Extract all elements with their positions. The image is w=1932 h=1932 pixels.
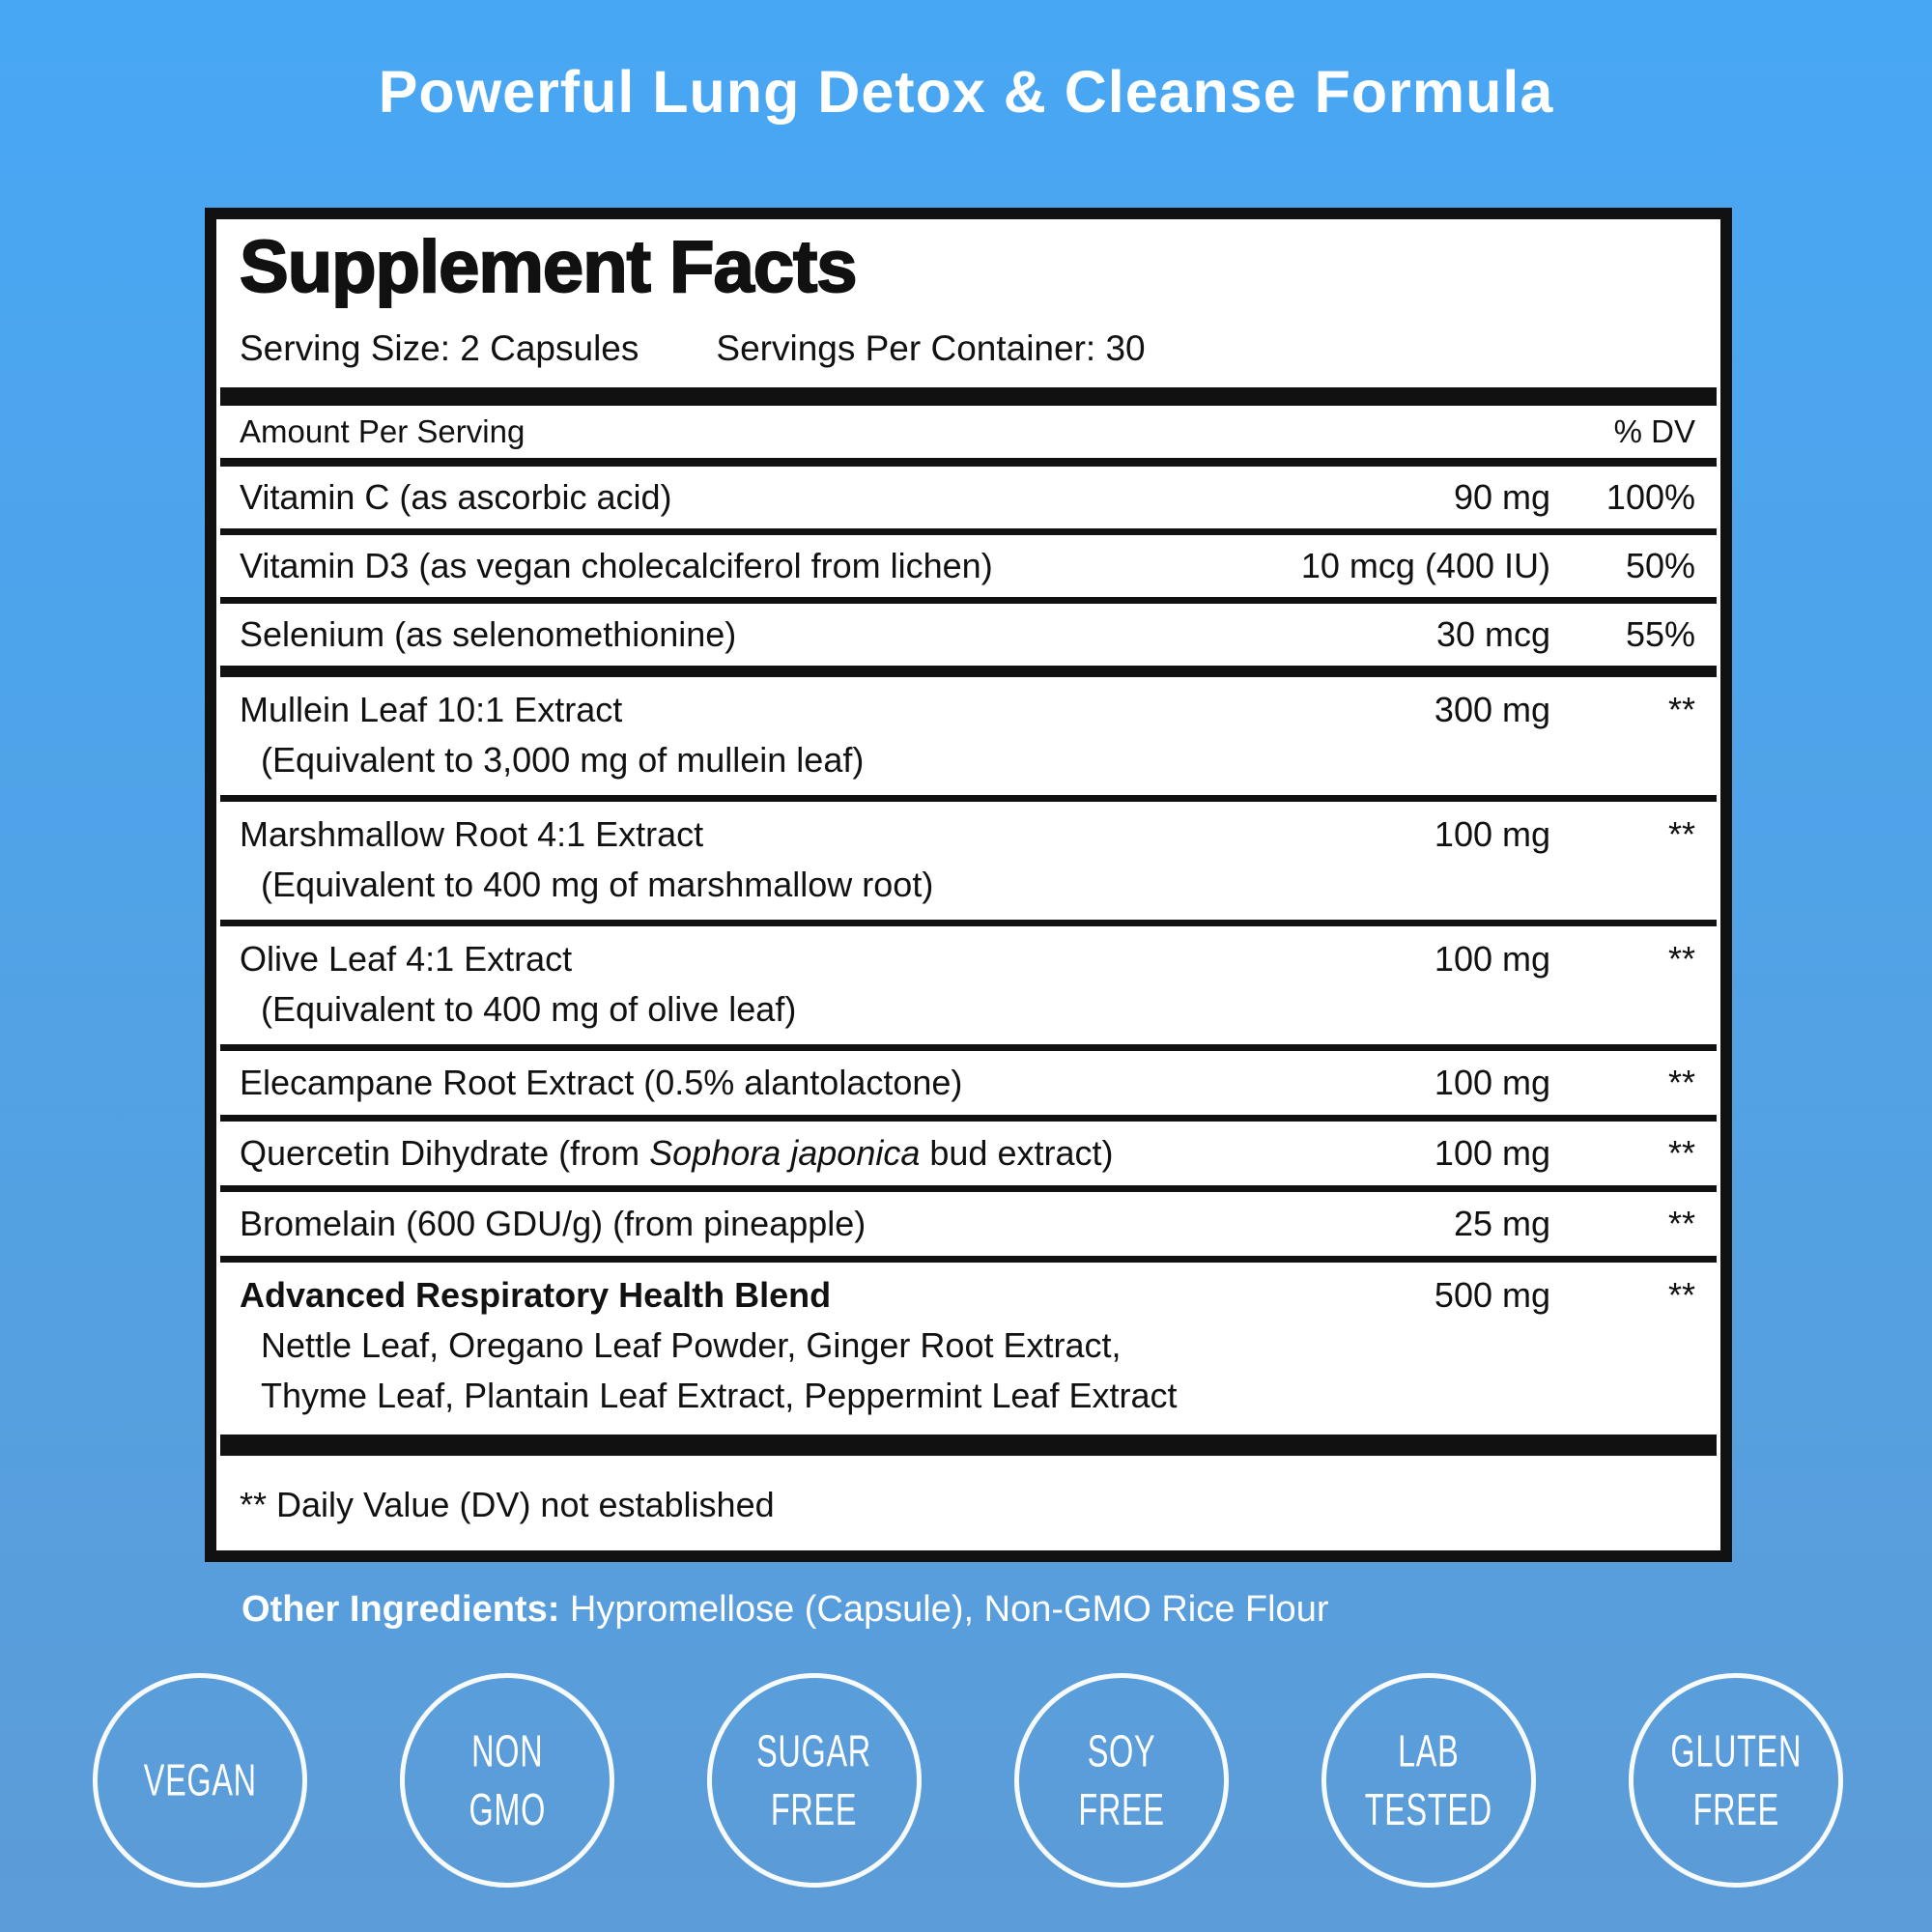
badge-label-line: FREE (1078, 1783, 1165, 1835)
fact-row-main (216, 604, 1720, 666)
fact-row-amount: 100 mg (1434, 939, 1550, 979)
badge-label-line: VEGAN (143, 1754, 257, 1806)
divider-sm (220, 528, 1717, 535)
fact-row-main (216, 1276, 1720, 1315)
badge-label (1078, 1722, 1164, 1838)
fact-row-main (216, 1051, 1720, 1115)
fact-row-dv: 50% (1625, 546, 1695, 585)
fact-row (216, 1263, 1720, 1435)
fact-name-segment: Marshmallow Root 4:1 Extract (240, 814, 704, 854)
fact-row-name (240, 815, 1203, 854)
fact-row-dv: ** (1667, 814, 1695, 854)
fact-row-name (240, 1276, 1203, 1315)
badge-label-line: SOY (1087, 1725, 1156, 1777)
divider-sm (220, 1115, 1717, 1122)
fact-row-amount: 10 mcg (400 IU) (1300, 546, 1550, 585)
fact-row (216, 802, 1720, 920)
fact-row-dv: 55% (1625, 614, 1695, 654)
other-ingredients-label: Other Ingredients: (242, 1589, 560, 1630)
fact-row-dv: ** (1667, 690, 1695, 729)
badge-vegan (93, 1673, 307, 1888)
badge-sugar-free (707, 1673, 922, 1888)
fact-row-subline: (Equivalent to 400 mg of marshmallow root) (261, 865, 934, 904)
serving-size: Serving Size: 2 Capsules (240, 328, 639, 368)
servings-per-container: Servings Per Container: 30 (716, 328, 1146, 368)
badge-label-line: FREE (1692, 1783, 1779, 1835)
badge-label (469, 1722, 546, 1838)
badge-label (1365, 1722, 1492, 1838)
fact-row (216, 1051, 1720, 1115)
fact-name-segment: bud extract) (920, 1133, 1114, 1173)
fact-name-segment: Bromelain (600 GDU/g) (from pineapple) (240, 1204, 867, 1243)
fact-row-main (216, 1122, 1720, 1185)
divider-sm (220, 920, 1717, 926)
fact-row-main (216, 467, 1720, 528)
facts-rows (216, 467, 1720, 1456)
fact-row-subline: (Equivalent to 400 mg of olive leaf) (261, 989, 797, 1029)
badge-label-line: FREE (771, 1783, 858, 1835)
badge-gluten-free (1629, 1673, 1843, 1888)
fact-name-segment: Advanced Respiratory Health Blend (240, 1275, 832, 1315)
fact-row-name (240, 547, 1203, 585)
fact-row-main (216, 535, 1720, 597)
fact-row-dv: ** (1667, 1063, 1695, 1102)
fact-row-dv: 100% (1605, 477, 1695, 517)
fact-row-name (240, 940, 1203, 979)
dv-header: % DV (1613, 413, 1695, 449)
badge-label (757, 1722, 872, 1838)
table-header-row (216, 406, 1720, 458)
badge-label (143, 1751, 256, 1809)
product-title: Powerful Lung Detox & Cleanse Formula (378, 59, 1554, 125)
fact-row-main (216, 940, 1720, 979)
fact-name-segment: Vitamin D3 (as vegan cholecalciferol from lichen) (240, 546, 993, 585)
fact-row-amount: 500 mg (1434, 1275, 1550, 1315)
divider-sm (220, 1256, 1717, 1263)
divider-header (220, 458, 1717, 467)
fact-row-main (216, 815, 1720, 854)
badge-label-line: GLUTEN (1670, 1725, 1802, 1777)
fact-row-name (240, 615, 1203, 654)
badge-lab-tested (1321, 1673, 1536, 1888)
fact-name-segment: Quercetin Dihydrate (from (240, 1133, 650, 1173)
fact-row (216, 1192, 1720, 1256)
fact-row-amount: 25 mg (1453, 1204, 1550, 1243)
fact-row-amount: 100 mg (1434, 814, 1550, 854)
fact-row-amount: 90 mg (1453, 477, 1550, 517)
fact-row (216, 467, 1720, 528)
fact-row-name (240, 478, 1203, 517)
badge-soy-free (1014, 1673, 1229, 1888)
serving-info (240, 329, 1697, 368)
divider-sm (220, 795, 1717, 802)
fact-row-main (216, 1192, 1720, 1256)
fact-row (216, 1122, 1720, 1185)
fact-row-amount: 30 mcg (1435, 614, 1550, 654)
divider-sm (220, 597, 1717, 604)
fact-name-segment: Selenium (as selenomethionine) (240, 614, 737, 654)
divider-lg (220, 666, 1717, 677)
badge-label-line: NON (470, 1725, 544, 1777)
fact-row-dv: ** (1667, 1133, 1695, 1173)
fact-row-subline: Thyme Leaf, Plantain Leaf Extract, Peppermint Leaf Extract (261, 1376, 1178, 1415)
badge-non-gmo (400, 1673, 614, 1888)
other-ingredients-value: Hypromellose (Capsule), Non-GMO Rice Flour (559, 1589, 1329, 1630)
supplement-facts-panel (205, 208, 1732, 1562)
fact-row (216, 535, 1720, 597)
facts-footnote: ** Daily Value (DV) not established (240, 1485, 775, 1524)
badge-label-line: SUGAR (756, 1725, 872, 1777)
fact-row (216, 926, 1720, 1044)
fact-name-italic-segment: Sophora japonica (649, 1133, 921, 1173)
other-ingredients (242, 1589, 1787, 1631)
fact-name-segment: Vitamin C (as ascorbic acid) (240, 477, 672, 517)
badge-label-line: TESTED (1364, 1783, 1493, 1835)
fact-row-subline: (Equivalent to 3,000 mg of mullein leaf) (261, 740, 865, 780)
divider-thick-top (220, 387, 1717, 406)
badge-label (1670, 1722, 1802, 1838)
fact-row-subline: Nettle Leaf, Oregano Leaf Powder, Ginger Root Extract, (261, 1325, 1122, 1365)
fact-row-main (216, 691, 1720, 729)
fact-row-dv: ** (1667, 1204, 1695, 1243)
divider-sm (220, 1044, 1717, 1051)
fact-row-amount: 100 mg (1434, 1133, 1550, 1173)
fact-row (216, 677, 1720, 795)
fact-row-amount: 300 mg (1434, 690, 1550, 729)
badge-label-line: LAB (1398, 1725, 1460, 1777)
fact-row-name (240, 1134, 1203, 1173)
fact-name-segment: Elecampane Root Extract (0.5% alantolactone) (240, 1063, 963, 1102)
fact-row-dv: ** (1667, 1275, 1695, 1315)
supplement-facts-heading: Supplement Facts (240, 226, 857, 308)
fact-row (216, 604, 1720, 666)
fact-row-name (240, 691, 1203, 729)
fact-name-segment: Mullein Leaf 10:1 Extract (240, 690, 623, 729)
fact-row-name (240, 1205, 1203, 1243)
badge-row (93, 1673, 1843, 1888)
fact-row-amount: 100 mg (1434, 1063, 1550, 1102)
divider-sm (220, 1185, 1717, 1192)
fact-row-name (240, 1064, 1203, 1102)
badge-label-line: GMO (469, 1783, 546, 1835)
fact-name-segment: Olive Leaf 4:1 Extract (240, 939, 573, 979)
fact-row-dv: ** (1667, 939, 1695, 979)
amount-header: Amount Per Serving (240, 413, 526, 449)
divider-xxl (220, 1435, 1717, 1456)
